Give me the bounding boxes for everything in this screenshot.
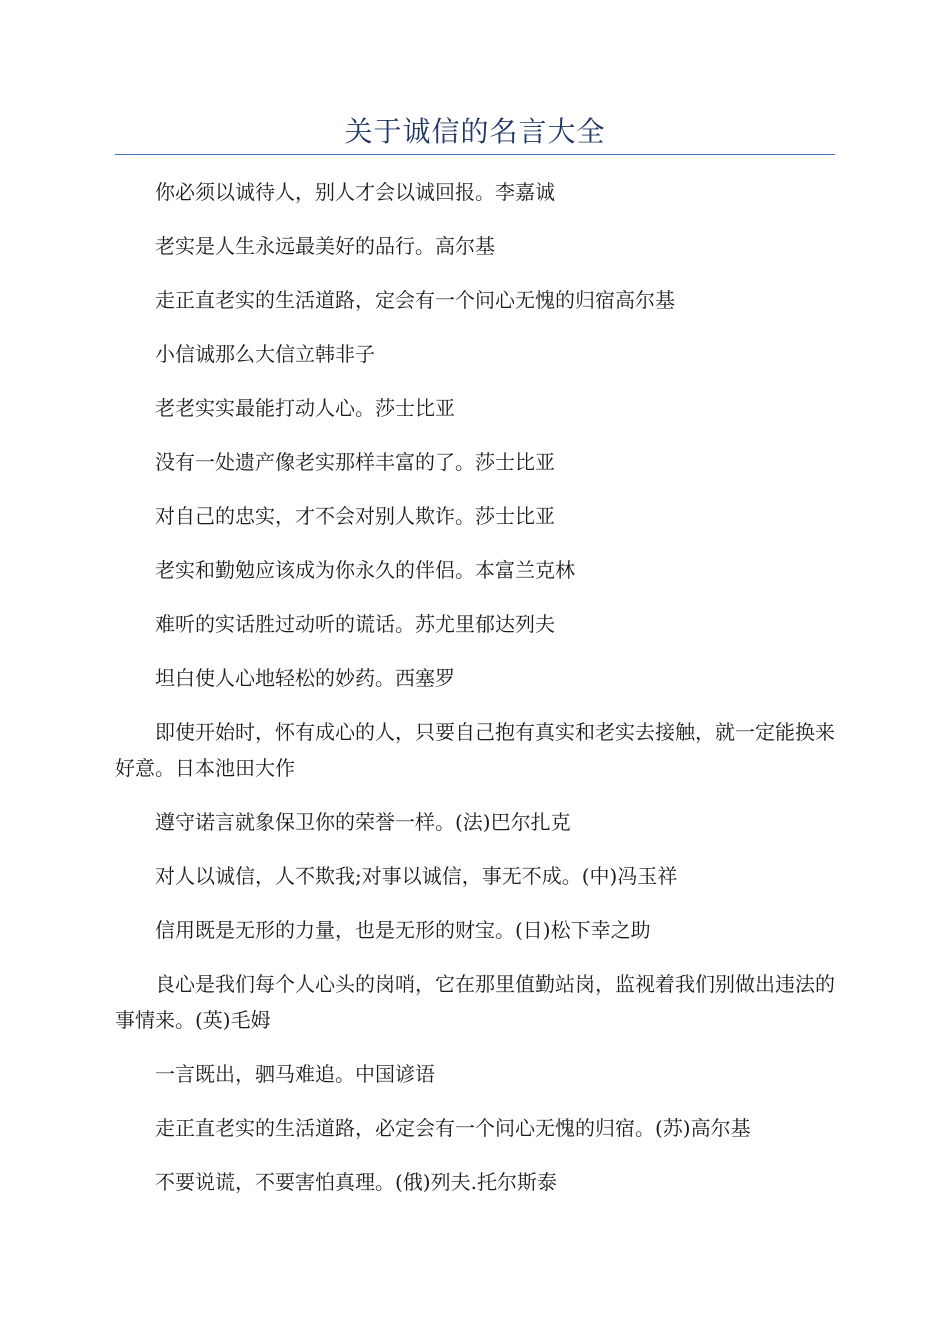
quote-paragraph: 老实是人生永远最美好的品行。高尔基: [155, 234, 495, 258]
title-underline: [115, 154, 835, 155]
quote-paragraph: 即使开始时，怀有成心的人，只要自己抱有真实和老实去接触，就一定能换来好意。日本池田大作: [115, 720, 835, 780]
document-body: [115, 174, 835, 1218]
quote-paragraph: 一言既出，驷马难追。中国谚语: [155, 1062, 435, 1086]
page-title: 关于诚信的名言大全: [344, 115, 606, 148]
quote-paragraph: 对人以诚信，人不欺我;对事以诚信，事无不成。(中)冯玉祥: [155, 864, 678, 888]
quote-paragraph: 信用既是无形的力量，也是无形的财宝。(日)松下幸之助: [155, 918, 651, 942]
quote-paragraph: 不要说谎，不要害怕真理。(俄)列夫.托尔斯泰: [155, 1170, 557, 1194]
quote-paragraph: 良心是我们每个人心头的岗哨，它在那里值勤站岗，监视着我们别做出违法的事情来。(英)毛姆: [115, 972, 835, 1032]
quote-paragraph: 遵守诺言就象保卫你的荣誉一样。(法)巴尔扎克: [155, 810, 571, 834]
quote-paragraph: 你必须以诚待人，别人才会以诚回报。李嘉诚: [155, 180, 555, 204]
quote-paragraph: 难听的实话胜过动听的谎话。苏尤里郁达列夫: [155, 612, 555, 636]
quote-paragraph: 走正直老实的生活道路，必定会有一个问心无愧的归宿。(苏)高尔基: [155, 1116, 751, 1140]
quote-paragraph: 老老实实最能打动人心。莎士比亚: [155, 396, 455, 420]
quote-paragraph: 走正直老实的生活道路，定会有一个问心无愧的归宿高尔基: [155, 288, 675, 312]
quote-paragraph: 坦白使人心地轻松的妙药。西塞罗: [155, 666, 455, 690]
quote-paragraph: 没有一处遗产像老实那样丰富的了。莎士比亚: [155, 450, 555, 474]
quote-paragraph: 对自己的忠实，才不会对别人欺诈。莎士比亚: [155, 504, 555, 528]
quote-paragraph: 老实和勤勉应该成为你永久的伴侣。本富兰克林: [155, 558, 575, 582]
quote-paragraph: 小信诚那么大信立韩非子: [155, 342, 375, 366]
